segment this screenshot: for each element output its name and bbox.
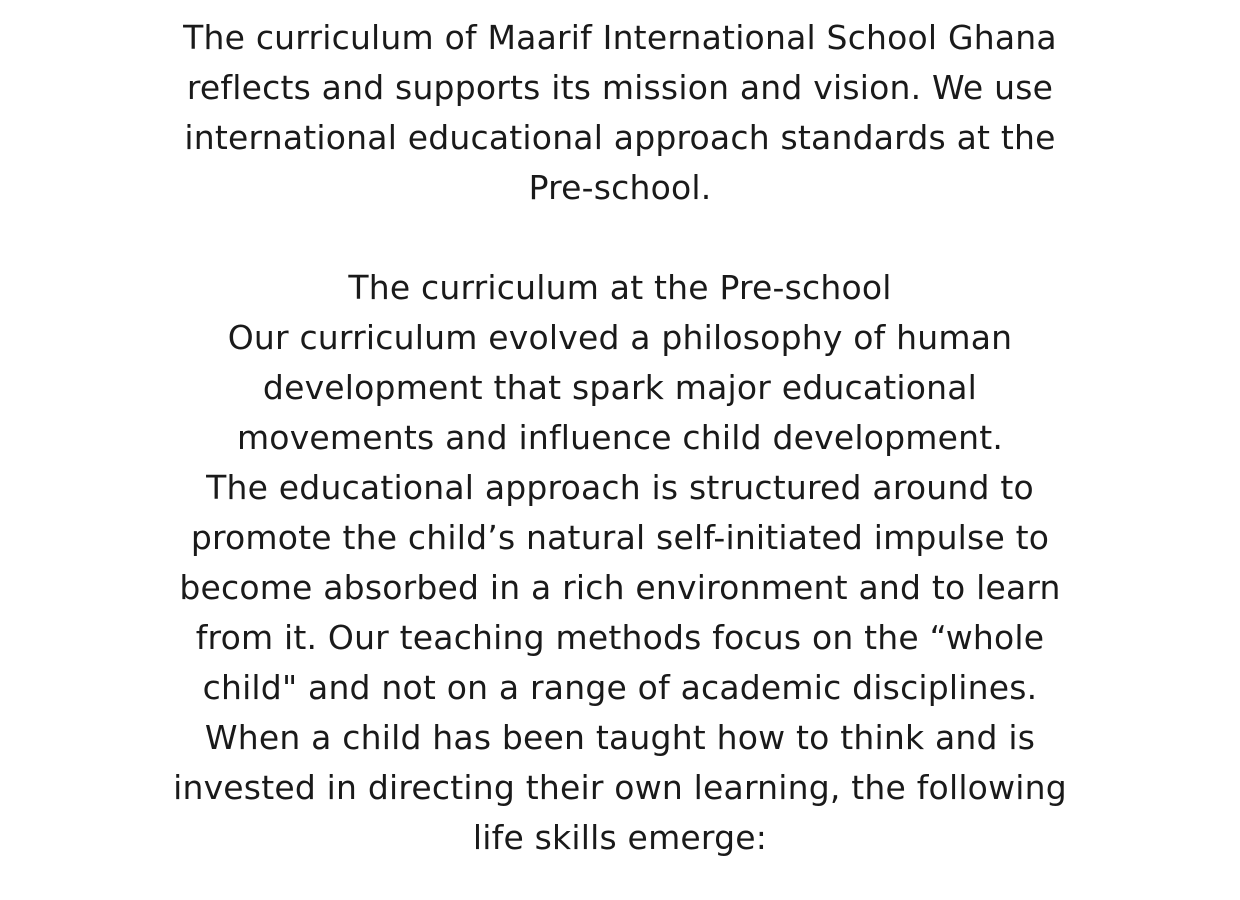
body-paragraph-3: When a child has been taught how to think and is invested in directing their own learning, the following life skills emerge: [173,718,1067,857]
paragraph-spacer [170,213,1070,263]
body-paragraph-1: Our curriculum evolved a philosophy of human development that spark major educational movements and influence child development. [227,318,1013,457]
section-heading: The curriculum at the Pre-school [348,268,892,307]
article-body [170,13,1070,863]
intro-paragraph: The curriculum of Maarif International School Ghana reflects and supports its mission and vision. We use international educational approach standards at the Pre-school. [183,18,1057,207]
body-paragraph-2: The educational approach is structured around to promote the child’s natural self-initiated impulse to become absorbed in a rich environment and to learn from it. Our teaching methods focus on the “whole child" and not on a range of academic disciplines. [179,468,1061,707]
